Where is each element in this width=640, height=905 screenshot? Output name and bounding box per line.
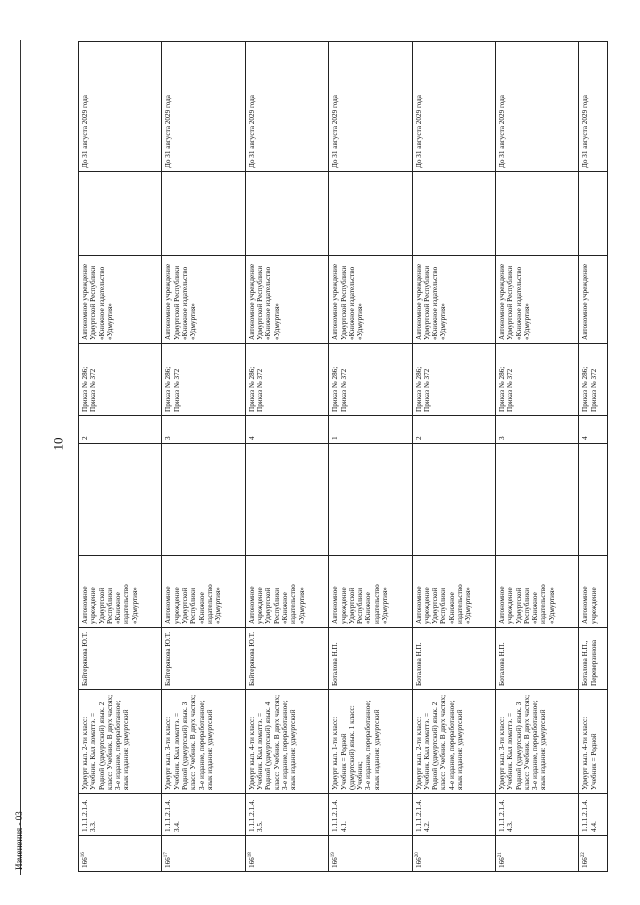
row-publisher: Автономное учреждение Удмуртской Республики «Книжное издательство «Удмуртия» [496, 556, 579, 628]
row-empty-2 [245, 172, 328, 256]
page-number: 10 [50, 437, 66, 451]
footer-label: Изменения - 03 [14, 811, 24, 870]
table-row [329, 42, 412, 872]
row-grade: 3 [162, 416, 245, 444]
row-number-sup: 19 [331, 852, 337, 858]
textbook-table-wrapper [78, 42, 608, 872]
row-empty [79, 444, 162, 556]
row-title: Удмурт кыл. 2-ти класс: Учебник. Кыл ломаттэ. = Родной (удмуртский) язык. 2 класс: Учебник. В двух частях; 3-е издание, переработанное; язык издания: удмуртский [79, 690, 162, 794]
row-grade: 2 [79, 416, 162, 444]
row-number-text: 166 [81, 857, 89, 868]
row-date: До 31 августа 2029 года [245, 42, 328, 172]
row-code: 1.1.1.2.1.4.4.2. [412, 794, 495, 836]
row-order: Приказ № 286; Приказ № 372 [329, 344, 412, 416]
row-publisher: Автономное учреждение Удмуртской Республики «Книжное издательство «Удмуртия» [329, 556, 412, 628]
row-number-sup: 17 [164, 852, 170, 858]
row-organization: Автономное учреждение Удмуртской Республики «Книжное издательство «Удмуртия» [79, 256, 162, 344]
row-empty [162, 444, 245, 556]
row-code: 1.1.1.2.1.4.3.4. [162, 794, 245, 836]
row-publisher: Автономное учреждение [579, 556, 608, 628]
row-authors: Боталова Н.П. [329, 628, 412, 690]
row-date: До 31 августа 2029 года [579, 42, 608, 172]
row-authors: Боталова Н.П. [412, 628, 495, 690]
row-code: 1.1.1.2.1.4.4.3. [496, 794, 579, 836]
row-date: До 31 августа 2029 года [162, 42, 245, 172]
row-title: Удмурт кыл. 3-ти класс: Учебник. Кыл ломаттэ. = Родной (удмуртский) язык. 3 класс: Учебник. В двух частях; 3-е издание, переработанное; язык издания: удмуртский [162, 690, 245, 794]
row-date: До 31 августа 2029 года [496, 42, 579, 172]
row-empty-2 [329, 172, 412, 256]
row-code: 1.1.1.2.1.4.4.1. [329, 794, 412, 836]
row-publisher: Автономное учреждение Удмуртской Республики «Книжное издательство «Удмуртия» [162, 556, 245, 628]
row-title: Удмурт кыл. 3-ти класс: Учебник. Кыл ломаттэ. = Родной (удмуртский) язык. 3 класс: Учебник. В двух частях; 3-е издание, переработанное; язык издания: удмуртский [496, 690, 579, 794]
row-grade: 1 [329, 416, 412, 444]
row-empty-2 [579, 172, 608, 256]
row-title: Удмурт кыл. 4-ти класс: Учебник. Кыл ломаттэ. = Родной (удмуртский) язык. 4 класс: Учебник. В двух частях; 3-е издание, переработанное; язык издания: удмуртский [245, 690, 328, 794]
row-number-text: 166 [414, 857, 423, 868]
row-organization: Автономное учреждение Удмуртской Республики «Книжное издательство «Удмуртия» [329, 256, 412, 344]
row-empty [579, 444, 608, 556]
row-number [79, 836, 162, 872]
row-empty-2 [162, 172, 245, 256]
row-order: Приказ № 286; Приказ № 372 [579, 344, 608, 416]
row-number-text: 166 [164, 857, 173, 868]
row-code: 1.1.1.2.1.4.4.4. [579, 794, 608, 836]
row-order: Приказ № 286; Приказ № 372 [79, 344, 162, 416]
row-number-sup: 18 [247, 852, 253, 858]
row-authors: Байтерякова Ю.Т. [162, 628, 245, 690]
row-organization: Автономное учреждение Удмуртской Республики «Книжное издательство «Удмуртия» [245, 256, 328, 344]
row-empty [412, 444, 495, 556]
row-empty [329, 444, 412, 556]
row-empty [245, 444, 328, 556]
row-number [579, 836, 608, 872]
row-authors: Байтерякова Ю.Т. [245, 628, 328, 690]
row-publisher: Автономное учреждение Удмуртской Республики «Книжное издательство «Удмуртия» [412, 556, 495, 628]
row-date: До 31 августа 2029 года [412, 42, 495, 172]
row-number [412, 836, 495, 872]
row-number-text: 166 [581, 857, 590, 868]
row-order: Приказ № 286; Приказ № 372 [162, 344, 245, 416]
row-title: Удмурт кыл. 4-ти класс: Учебник = Родной [579, 690, 608, 794]
row-authors: Байтерякова Ю.Т. [79, 628, 162, 690]
row-organization: Автономное учреждение Удмуртской Республики «Книжное издательство «Удмуртия» [496, 256, 579, 344]
row-order: Приказ № 286; Приказ № 372 [245, 344, 328, 416]
row-grade: 4 [579, 416, 608, 444]
row-order: Приказ № 286; Приказ № 372 [496, 344, 579, 416]
table-row [79, 42, 162, 872]
row-number [245, 836, 328, 872]
row-number [162, 836, 245, 872]
row-number-sup: 16 [81, 852, 86, 858]
table-row [579, 42, 608, 872]
row-grade: 4 [245, 416, 328, 444]
row-empty-2 [79, 172, 162, 256]
table-row [162, 42, 245, 872]
row-code: 1.1.1.2.1.4.3.3. [79, 794, 162, 836]
table-row [245, 42, 328, 872]
row-number-sup: 20 [414, 852, 420, 858]
row-number-text: 166 [498, 857, 507, 868]
row-number-sup: 22 [581, 852, 587, 858]
row-number-text: 166 [331, 857, 340, 868]
row-publisher: Автономное учреждение Удмуртской Республики «Книжное издательство «Удмуртия» [245, 556, 328, 628]
row-date: До 31 августа 2029 года [329, 42, 412, 172]
row-organization: Автономное учреждение [579, 256, 608, 344]
row-number-text: 166 [247, 857, 256, 868]
row-empty [496, 444, 579, 556]
row-title: Удмурт кыл. 2-ти класс: Учебник. Кыл ломаттэ. = Родной (удмуртский) язык. 2 класс: Учебник. В двух частях; 4-е издание, переработанное; язык издания: удмуртский [412, 690, 495, 794]
row-organization: Автономное учреждение Удмуртской Республики «Книжное издательство «Удмуртия» [162, 256, 245, 344]
row-organization: Автономное учреждение Удмуртской Республики «Книжное издательство «Удмуртия» [412, 256, 495, 344]
row-authors: Боталова Н.П. [496, 628, 579, 690]
table-row [496, 42, 579, 872]
row-empty-2 [496, 172, 579, 256]
row-number-sup: 21 [498, 852, 504, 858]
row-grade: 3 [496, 416, 579, 444]
row-code: 1.1.1.2.1.4.3.5. [245, 794, 328, 836]
row-order: Приказ № 286; Приказ № 372 [412, 344, 495, 416]
row-number [329, 836, 412, 872]
row-title: Удмурт кыл. 1-ти класс: Учебник = Родной (удмуртский) язык. 1 класс: Учебник; 3-е издание, переработанное; язык издания: удмуртский [329, 690, 412, 794]
table-row [412, 42, 495, 872]
textbook-table [78, 41, 608, 872]
footer-rule [20, 40, 21, 875]
row-empty-2 [412, 172, 495, 256]
row-authors: Боталова Н.П., Переверзинова [579, 628, 608, 690]
row-grade: 2 [412, 416, 495, 444]
row-publisher: Автономное учреждение Удмуртской Республики «Книжное издательство «Удмуртия» [79, 556, 162, 628]
row-date: До 31 августа 2029 года [79, 42, 162, 172]
row-number [496, 836, 579, 872]
